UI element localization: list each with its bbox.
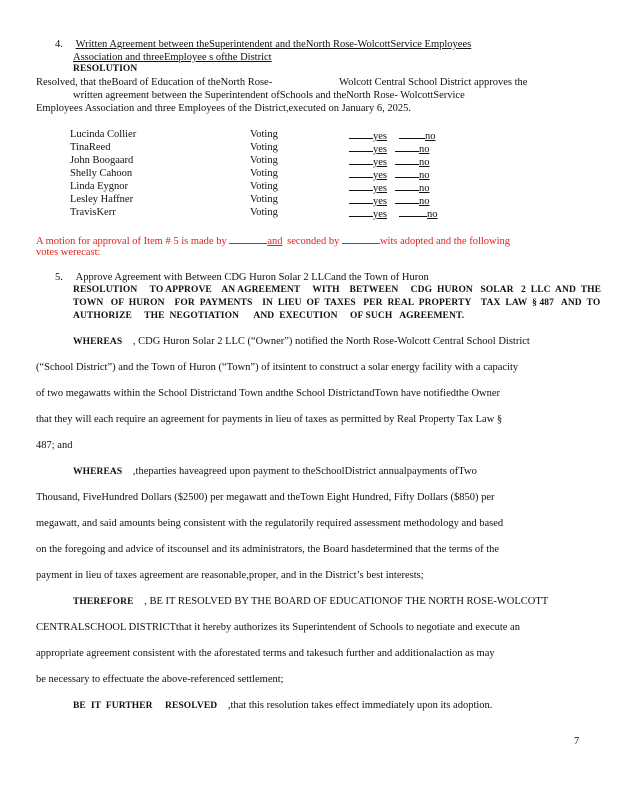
item4-number: 4.: [55, 39, 63, 50]
whereas2-line3: megawatt, and said amounts being consistent with the regulatorily required assessment methodology and based: [36, 518, 504, 529]
voter-name: TravisKerr: [70, 207, 116, 218]
voter-name: John Boogaard: [70, 155, 134, 166]
whereas1-line5: 487; and: [36, 440, 73, 451]
voting-label: Voting: [250, 155, 278, 166]
whereas1-text: , CDG Huron Solar 2 LLC (“Owner”) notified the North Rose-Wolcott Central School District: [132, 336, 530, 347]
item5-resolution-line3: AUTHORIZE THE NEGOTIATION AND EXECUTION OF SUCH AGREEMENT.: [73, 311, 465, 321]
item5-resolution-line1: RESOLUTION TO APPROVE AN AGREEMENT WITH BETWEEN CDG HURON SOLAR 2 LLC AND THE: [73, 285, 602, 295]
therefore-line3: appropriate agreement consistent with the aforestated terms and takesuch further and additionalaction as may: [36, 648, 495, 659]
motion-text-part3: seconded by: [287, 236, 340, 247]
whereas2-line4: on the foregoing and advice of itscounsel and its administrators, the Board hasdetermined that the terms of the: [36, 544, 500, 555]
whereas1-line1: [73, 335, 530, 349]
whereas2-line2: Thousand, FiveHundred Dollars ($2500) per megawatt and theTown Eight Hundred, Fifty Dollars ($850) per: [36, 492, 495, 503]
seconded-by-field[interactable]: [342, 233, 380, 244]
no-field[interactable]: no: [395, 193, 430, 208]
whereas1-line4: that they will each require an agreement for payments in lieu of taxes as permitted by Real Property Tax Law §: [36, 414, 503, 425]
item4-resolved-line1a: Resolved, that theBoard of Education of theNorth Rose-: [36, 77, 273, 88]
item5-number: 5.: [55, 272, 63, 283]
item4-title: Written Agreement between theSuperintendent and theNorth Rose-WolcottService Employees: [75, 39, 472, 50]
voter-name: Linda Eygnor: [70, 181, 129, 192]
voter-name: TinaReed: [70, 142, 111, 153]
item4-resolved-line2: written agreement between the Superintendent ofSchools and theNorth Rose- WolcottService: [73, 90, 465, 101]
no-field[interactable]: no: [399, 128, 436, 143]
whereas2-line1: [73, 465, 477, 479]
voter-name: Lesley Haffner: [70, 194, 134, 205]
yes-field[interactable]: yes: [349, 180, 387, 195]
whereas1-line2: (“School District”) and the Town of Huron (“Town”) of itsintent to construct a solar energy facility with a capacity: [36, 362, 519, 373]
voting-label: Voting: [250, 207, 278, 218]
item5-resolution-line2: TOWN OF HURON FOR PAYMENTS IN LIEU OF TAXES PER REAL PROPERTY TAX LAW § 487 AND TO: [73, 298, 601, 308]
therefore-line2: CENTRALSCHOOL DISTRICTthat it hereby authorizes its Superintendent of Schools to negotiate and execute an: [36, 622, 520, 633]
no-field[interactable]: no: [395, 141, 430, 156]
yes-field[interactable]: yes: [349, 206, 387, 221]
further-resolved-label: BE IT FURTHER RESOLVED: [73, 701, 218, 711]
whereas2-line5: payment in lieu of taxes agreement are reasonable,proper, and in the District’s best interests;: [36, 570, 424, 581]
therefore-line4: be necessary to effectuate the above-referenced settlement;: [36, 674, 284, 685]
yes-field[interactable]: yes: [349, 167, 387, 182]
item4-title-line1: [55, 38, 471, 51]
voting-label: Voting: [250, 194, 278, 205]
therefore-line1: [73, 595, 548, 609]
whereas1-label: WHEREAS: [73, 337, 123, 347]
item4-resolved-line1b: Wolcott Central School District approves the: [339, 77, 528, 88]
voting-label: Voting: [250, 168, 278, 179]
yes-field[interactable]: yes: [349, 154, 387, 169]
item5-title-line: [55, 271, 429, 284]
yes-field[interactable]: yes: [349, 141, 387, 156]
item4-resolution-label: RESOLUTION: [73, 64, 138, 74]
no-field[interactable]: no: [395, 167, 430, 182]
no-field[interactable]: no: [399, 206, 438, 221]
motion-line2: votes werecast:: [36, 247, 101, 258]
no-field[interactable]: no: [395, 154, 430, 169]
voting-label: Voting: [250, 142, 278, 153]
whereas1-line3: of two megawatts within the School Districtand Town andthe School DistrictandTown have notifiedthe Owner: [36, 388, 501, 399]
made-by-field[interactable]: [229, 233, 267, 244]
whereas2-text: ,theparties haveagreed upon payment to theSchoolDistrict annualpayments ofTwo: [132, 466, 477, 477]
motion-text-part4: wits adopted and the following: [379, 236, 511, 247]
motion-and: and: [267, 236, 283, 247]
item5-title: Approve Agreement with Between CDG Huron Solar 2 LLCand the Town of Huron: [75, 272, 429, 283]
item4-resolved-line3: Employees Association and three Employees of the District,executed on January 6, 2025.: [36, 103, 411, 114]
whereas2-label: WHEREAS: [73, 467, 123, 477]
no-field[interactable]: no: [395, 180, 430, 195]
voting-label: Voting: [250, 181, 278, 192]
therefore-label: THEREFORE: [73, 597, 134, 607]
voter-name: Lucinda Collier: [70, 129, 137, 140]
further-resolved-line: [73, 699, 492, 713]
yes-field[interactable]: yes: [349, 128, 387, 143]
voter-name: Shelly Cahoon: [70, 168, 133, 179]
further-resolved-text: ,that this resolution takes effect immediately upon its adoption.: [227, 700, 493, 711]
voting-label: Voting: [250, 129, 278, 140]
therefore-text: , BE IT RESOLVED BY THE BOARD OF EDUCATIONOF THE NORTH ROSE-WOLCOTT: [144, 596, 549, 607]
motion-line1: [36, 233, 510, 248]
motion-text-part1: A motion for approval of Item # 5 is made by: [36, 236, 227, 247]
yes-field[interactable]: yes: [349, 193, 387, 208]
page-number: 7: [574, 736, 580, 747]
item4-title-line2: Association and threeEmployee s ofthe District: [73, 52, 272, 63]
